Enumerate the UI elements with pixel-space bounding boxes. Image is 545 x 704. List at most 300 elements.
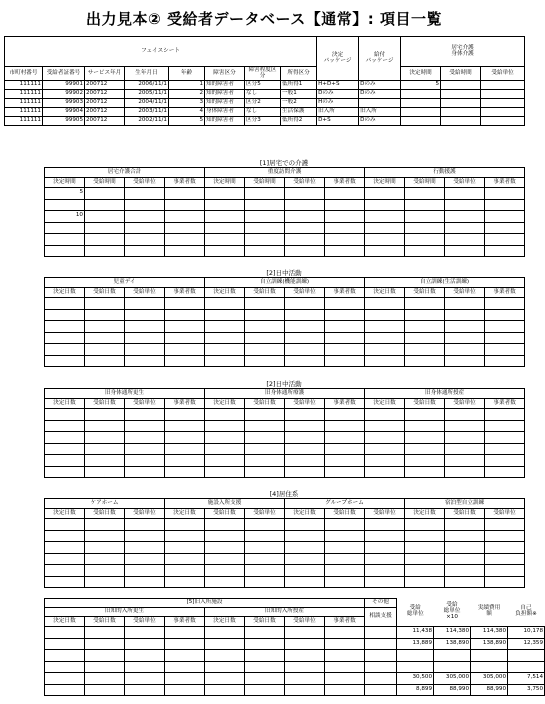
data-cell [445, 222, 485, 234]
total-cell: 13,889 [397, 638, 434, 650]
data-cell [205, 576, 245, 588]
data-cell [45, 455, 85, 467]
data-cell [125, 673, 165, 685]
data-cell [245, 565, 285, 577]
s4-col-header: 受給日数 [325, 509, 365, 519]
total-cell [508, 650, 545, 662]
data-cell [45, 638, 85, 650]
data-cell [205, 638, 245, 650]
data-cell [245, 355, 285, 367]
face-cell: D+S [317, 117, 359, 126]
data-cell [205, 222, 245, 234]
data-cell [45, 409, 85, 421]
data-cell [485, 565, 525, 577]
data-cell [325, 355, 365, 367]
data-cell [285, 576, 325, 588]
data-cell [165, 565, 205, 577]
face-row [5, 108, 525, 117]
data-cell [165, 309, 205, 321]
face-col-header: 所得区分 [281, 67, 317, 81]
s1-col-header: 決定時間 [365, 178, 405, 188]
face-col-header: 生年月日 [125, 67, 169, 81]
face-col-header: 障害程度区分 [245, 67, 281, 81]
data-cell [405, 455, 445, 467]
data-cell [365, 466, 405, 478]
data-cell [165, 298, 205, 310]
face-cell: 旧入所 [317, 108, 359, 117]
face-sheet-table [4, 36, 525, 126]
data-cell [125, 565, 165, 577]
data-cell [125, 211, 165, 223]
data-cell [165, 673, 205, 685]
data-cell [125, 650, 165, 662]
data-cell [85, 188, 125, 200]
data-cell [485, 443, 525, 455]
data-cell [85, 530, 125, 542]
data-cell [245, 530, 285, 542]
total-cell [471, 650, 508, 662]
section1-table [44, 167, 525, 257]
s1-col-header: 事業者数 [325, 178, 365, 188]
table-row [45, 332, 525, 344]
data-cell [485, 519, 525, 531]
data-cell [445, 530, 485, 542]
data-cell [245, 519, 285, 531]
data-cell [405, 530, 445, 542]
s3-col-header: 受給単位 [445, 399, 485, 409]
data-cell [205, 409, 245, 421]
data-cell [45, 519, 85, 531]
data-cell [285, 211, 325, 223]
face-cell: 111111 [5, 99, 43, 108]
data-cell [485, 199, 525, 211]
data-cell [85, 234, 125, 246]
group-kyuchiteki-kosei: 旧知的入所更生 [45, 608, 205, 617]
face-cell: 2002/11/1 [125, 117, 169, 126]
data-cell [125, 684, 165, 696]
data-cell [125, 321, 165, 333]
data-cell [405, 409, 445, 421]
s2-col-header: 事業者数 [325, 288, 365, 298]
s3-col-header: 決定日数 [365, 399, 405, 409]
data-cell [165, 466, 205, 478]
data-cell [405, 211, 445, 223]
data-cell [45, 576, 85, 588]
s1-group-header: 行動援護 [365, 168, 525, 178]
s4-col-header: 決定日数 [285, 509, 325, 519]
face-row [5, 90, 525, 99]
face-row [5, 81, 525, 90]
data-cell [125, 332, 165, 344]
face-cell: 生活保護 [281, 108, 317, 117]
data-cell [285, 638, 325, 650]
data-cell [165, 332, 205, 344]
data-cell [485, 344, 525, 356]
data-cell [45, 344, 85, 356]
data-cell [245, 188, 285, 200]
data-cell [325, 466, 365, 478]
data-cell [365, 684, 397, 696]
data-cell [365, 455, 405, 467]
table-row [45, 199, 525, 211]
data-cell [165, 245, 205, 257]
face-cell [359, 99, 401, 108]
face-cell: 知的障害者 [205, 117, 245, 126]
s4-col-header: 決定日数 [45, 509, 85, 519]
data-cell [325, 455, 365, 467]
kyufu-package-header: 給付 パッケージ [359, 37, 401, 81]
section4-table [44, 498, 525, 588]
data-cell [125, 542, 165, 554]
data-cell [405, 576, 445, 588]
s4-col-header: 受給単位 [125, 509, 165, 519]
data-cell [45, 673, 85, 685]
data-cell [325, 553, 365, 565]
kyotaku-col-header: 受給単位 [481, 67, 525, 81]
data-cell [285, 553, 325, 565]
s2-group-header: 自立訓練(生活訓練) [365, 278, 525, 288]
data-cell [485, 576, 525, 588]
s4-group-header: 宿泊型自立訓練 [405, 499, 525, 509]
data-cell [365, 234, 405, 246]
s5-col-header: 事業者数 [325, 617, 365, 627]
data-cell [45, 245, 85, 257]
data-cell [405, 332, 445, 344]
data-cell [445, 234, 485, 246]
data-cell [165, 684, 205, 696]
data-cell [485, 211, 525, 223]
data-cell [485, 355, 525, 367]
data-cell [405, 344, 445, 356]
total-cell: 30,500 [397, 673, 434, 685]
data-cell [165, 650, 205, 662]
data-cell [45, 443, 85, 455]
data-cell [325, 234, 365, 246]
face-cell: 2003/11/1 [125, 108, 169, 117]
data-cell [365, 332, 405, 344]
face-cell: 99904 [43, 108, 85, 117]
face-row [5, 99, 525, 108]
data-cell [125, 234, 165, 246]
data-cell [205, 565, 245, 577]
kyotaku-col-header: 決定時間 [401, 67, 441, 81]
soudan-header: 相談支援 [365, 608, 397, 627]
s5-col-header: 事業者数 [165, 617, 205, 627]
data-cell [285, 565, 325, 577]
data-cell [245, 321, 285, 333]
table-row [45, 466, 525, 478]
face-cell: 200712 [85, 108, 125, 117]
other-header: その他 [365, 599, 397, 608]
face-cell: 一般2 [281, 99, 317, 108]
face-cell: 99903 [43, 99, 85, 108]
table-row [45, 309, 525, 321]
data-cell [325, 684, 365, 696]
face-cell: 知的障害者 [205, 90, 245, 99]
face-cell: Dのみ [317, 90, 359, 99]
data-cell [445, 344, 485, 356]
face-cell: 200712 [85, 90, 125, 99]
data-cell [365, 627, 397, 639]
data-cell [85, 443, 125, 455]
total-cell [508, 661, 545, 673]
data-cell [85, 650, 125, 662]
data-cell [445, 576, 485, 588]
table-row [45, 409, 525, 421]
data-cell [405, 245, 445, 257]
table-row [45, 234, 525, 246]
total-cell: 8,899 [397, 684, 434, 696]
page-title: 出力見本② 受給者データベース【通常】: 項目一覧 [86, 10, 442, 28]
data-cell [245, 309, 285, 321]
data-cell [245, 211, 285, 223]
kyotaku-col-header: 受給時間 [441, 67, 481, 81]
data-cell [45, 565, 85, 577]
s1-col-header: 受給時間 [405, 178, 445, 188]
data-cell [285, 661, 325, 673]
data-cell [365, 344, 405, 356]
data-cell [245, 553, 285, 565]
face-cell: 111111 [5, 90, 43, 99]
data-cell [485, 553, 525, 565]
s2-col-header: 事業者数 [165, 288, 205, 298]
s4-col-header: 受給日数 [85, 509, 125, 519]
s2-group-header: 児童デイ [45, 278, 205, 288]
face-cell [481, 90, 525, 99]
kyotaku-group-header: 居宅介護 身体介護 [401, 37, 525, 67]
s2-group-header: 自立訓練(機能訓練) [205, 278, 365, 288]
data-cell [485, 188, 525, 200]
face-cell: 身体障害者 [205, 108, 245, 117]
table-row [45, 344, 525, 356]
data-cell [205, 188, 245, 200]
data-cell [125, 355, 165, 367]
table-row [45, 455, 525, 467]
data-cell [445, 188, 485, 200]
face-col-header: 市町村番号 [5, 67, 43, 81]
data-cell [445, 466, 485, 478]
section3-title: [2]日中活動 [266, 380, 302, 388]
data-cell [85, 466, 125, 478]
face-cell: 200712 [85, 81, 125, 90]
data-cell [325, 309, 365, 321]
data-cell [125, 466, 165, 478]
data-cell [325, 638, 365, 650]
total-cell [471, 661, 508, 673]
data-cell [365, 443, 405, 455]
data-cell [285, 432, 325, 444]
data-cell [325, 542, 365, 554]
data-cell [445, 298, 485, 310]
data-cell [245, 684, 285, 696]
data-cell [165, 355, 205, 367]
data-cell [245, 344, 285, 356]
s2-col-header: 受給日数 [85, 288, 125, 298]
section5-title: [5]旧入所施設 [45, 599, 365, 608]
face-cell: 2005/11/1 [125, 90, 169, 99]
data-cell [165, 420, 205, 432]
data-cell [85, 565, 125, 577]
face-col-header: 受給者証番号 [43, 67, 85, 81]
data-cell: 5 [45, 188, 85, 200]
data-cell [245, 650, 285, 662]
data-cell [205, 432, 245, 444]
face-cell: 111111 [5, 81, 43, 90]
s2-col-header: 決定日数 [205, 288, 245, 298]
s4-col-header: 決定日数 [165, 509, 205, 519]
data-cell [205, 309, 245, 321]
data-cell [325, 627, 365, 639]
table-row [45, 519, 525, 531]
data-cell [205, 673, 245, 685]
data-cell [205, 553, 245, 565]
data-cell [285, 234, 325, 246]
data-cell [45, 661, 85, 673]
data-cell [45, 650, 85, 662]
data-cell [205, 355, 245, 367]
data-cell [205, 332, 245, 344]
s3-col-header: 受給単位 [285, 399, 325, 409]
data-cell [165, 234, 205, 246]
total-cell [434, 661, 471, 673]
data-cell [445, 553, 485, 565]
data-cell [285, 650, 325, 662]
data-cell [205, 627, 245, 639]
data-cell [285, 355, 325, 367]
data-cell [85, 661, 125, 673]
data-cell: 10 [45, 211, 85, 223]
data-cell [325, 321, 365, 333]
section2-table [44, 277, 525, 367]
data-cell [245, 432, 285, 444]
s4-col-header: 受給単位 [245, 509, 285, 519]
table-row [45, 420, 525, 432]
data-cell [245, 673, 285, 685]
face-cell: 一般1 [281, 90, 317, 99]
face-cell [401, 99, 441, 108]
data-cell [45, 420, 85, 432]
data-cell [245, 627, 285, 639]
face-row [5, 117, 525, 126]
data-cell [485, 332, 525, 344]
table-row [45, 638, 545, 650]
data-cell [285, 420, 325, 432]
total-cell: 10,178 [508, 627, 545, 639]
face-cell [481, 99, 525, 108]
data-cell [85, 245, 125, 257]
table-row [45, 355, 525, 367]
s1-col-header: 受給時間 [245, 178, 285, 188]
data-cell [245, 245, 285, 257]
data-cell [405, 553, 445, 565]
face-cell: 99902 [43, 90, 85, 99]
data-cell [445, 321, 485, 333]
data-cell [405, 222, 445, 234]
data-cell [445, 420, 485, 432]
face-cell [401, 117, 441, 126]
s1-group-header: 居宅介護合計 [45, 168, 205, 178]
data-cell [285, 222, 325, 234]
face-cell: 200712 [85, 99, 125, 108]
data-cell [405, 321, 445, 333]
face-cell: なし [245, 108, 281, 117]
s2-col-header: 受給日数 [245, 288, 285, 298]
data-cell [365, 565, 405, 577]
data-cell [405, 355, 445, 367]
total-cell: 88,990 [471, 684, 508, 696]
face-group-header: フェイスシート [5, 37, 317, 67]
total-cell [397, 650, 434, 662]
s2-col-header: 事業者数 [485, 288, 525, 298]
total-cell [397, 661, 434, 673]
data-cell [205, 199, 245, 211]
s1-group-header: 重度訪問介護 [205, 168, 365, 178]
data-cell [325, 661, 365, 673]
data-cell [405, 234, 445, 246]
data-cell [285, 344, 325, 356]
data-cell [325, 211, 365, 223]
data-cell [245, 234, 285, 246]
data-cell [245, 466, 285, 478]
s1-col-header: 事業者数 [485, 178, 525, 188]
data-cell [205, 321, 245, 333]
data-cell [285, 673, 325, 685]
data-cell [85, 519, 125, 531]
s3-col-header: 事業者数 [325, 399, 365, 409]
total-units-x10-header: 受給 総単位 ×10 [443, 602, 461, 621]
kettei-package-header: 決定 パッケージ [317, 37, 359, 81]
data-cell [85, 420, 125, 432]
table-row [45, 432, 525, 444]
data-cell [285, 542, 325, 554]
data-cell [365, 673, 397, 685]
face-cell: 5 [401, 81, 441, 90]
table-row [45, 565, 525, 577]
total-cell: 138,890 [434, 638, 471, 650]
total-cell: 114,380 [471, 627, 508, 639]
total-cell [434, 650, 471, 662]
face-cell: 4 [169, 108, 205, 117]
data-cell [405, 565, 445, 577]
data-cell [245, 576, 285, 588]
data-cell [205, 542, 245, 554]
data-cell [205, 420, 245, 432]
s5-col-header: 受給日数 [85, 617, 125, 627]
data-cell [125, 188, 165, 200]
data-cell [245, 420, 285, 432]
face-cell: 区分3 [245, 117, 281, 126]
data-cell [245, 455, 285, 467]
data-cell [125, 638, 165, 650]
data-cell [485, 530, 525, 542]
face-cell: 低所得1 [281, 81, 317, 90]
data-cell [325, 188, 365, 200]
data-cell [165, 432, 205, 444]
face-cell: なし [245, 90, 281, 99]
face-cell: 知的障害者 [205, 81, 245, 90]
data-cell [365, 199, 405, 211]
s4-group-header: ケアホーム [45, 499, 165, 509]
s1-col-header: 受給単位 [125, 178, 165, 188]
data-cell [85, 332, 125, 344]
data-cell [125, 443, 165, 455]
s1-col-header: 事業者数 [165, 178, 205, 188]
data-cell [85, 211, 125, 223]
data-cell [85, 455, 125, 467]
face-cell [401, 90, 441, 99]
total-cell: 305,000 [471, 673, 508, 685]
data-cell [365, 638, 397, 650]
